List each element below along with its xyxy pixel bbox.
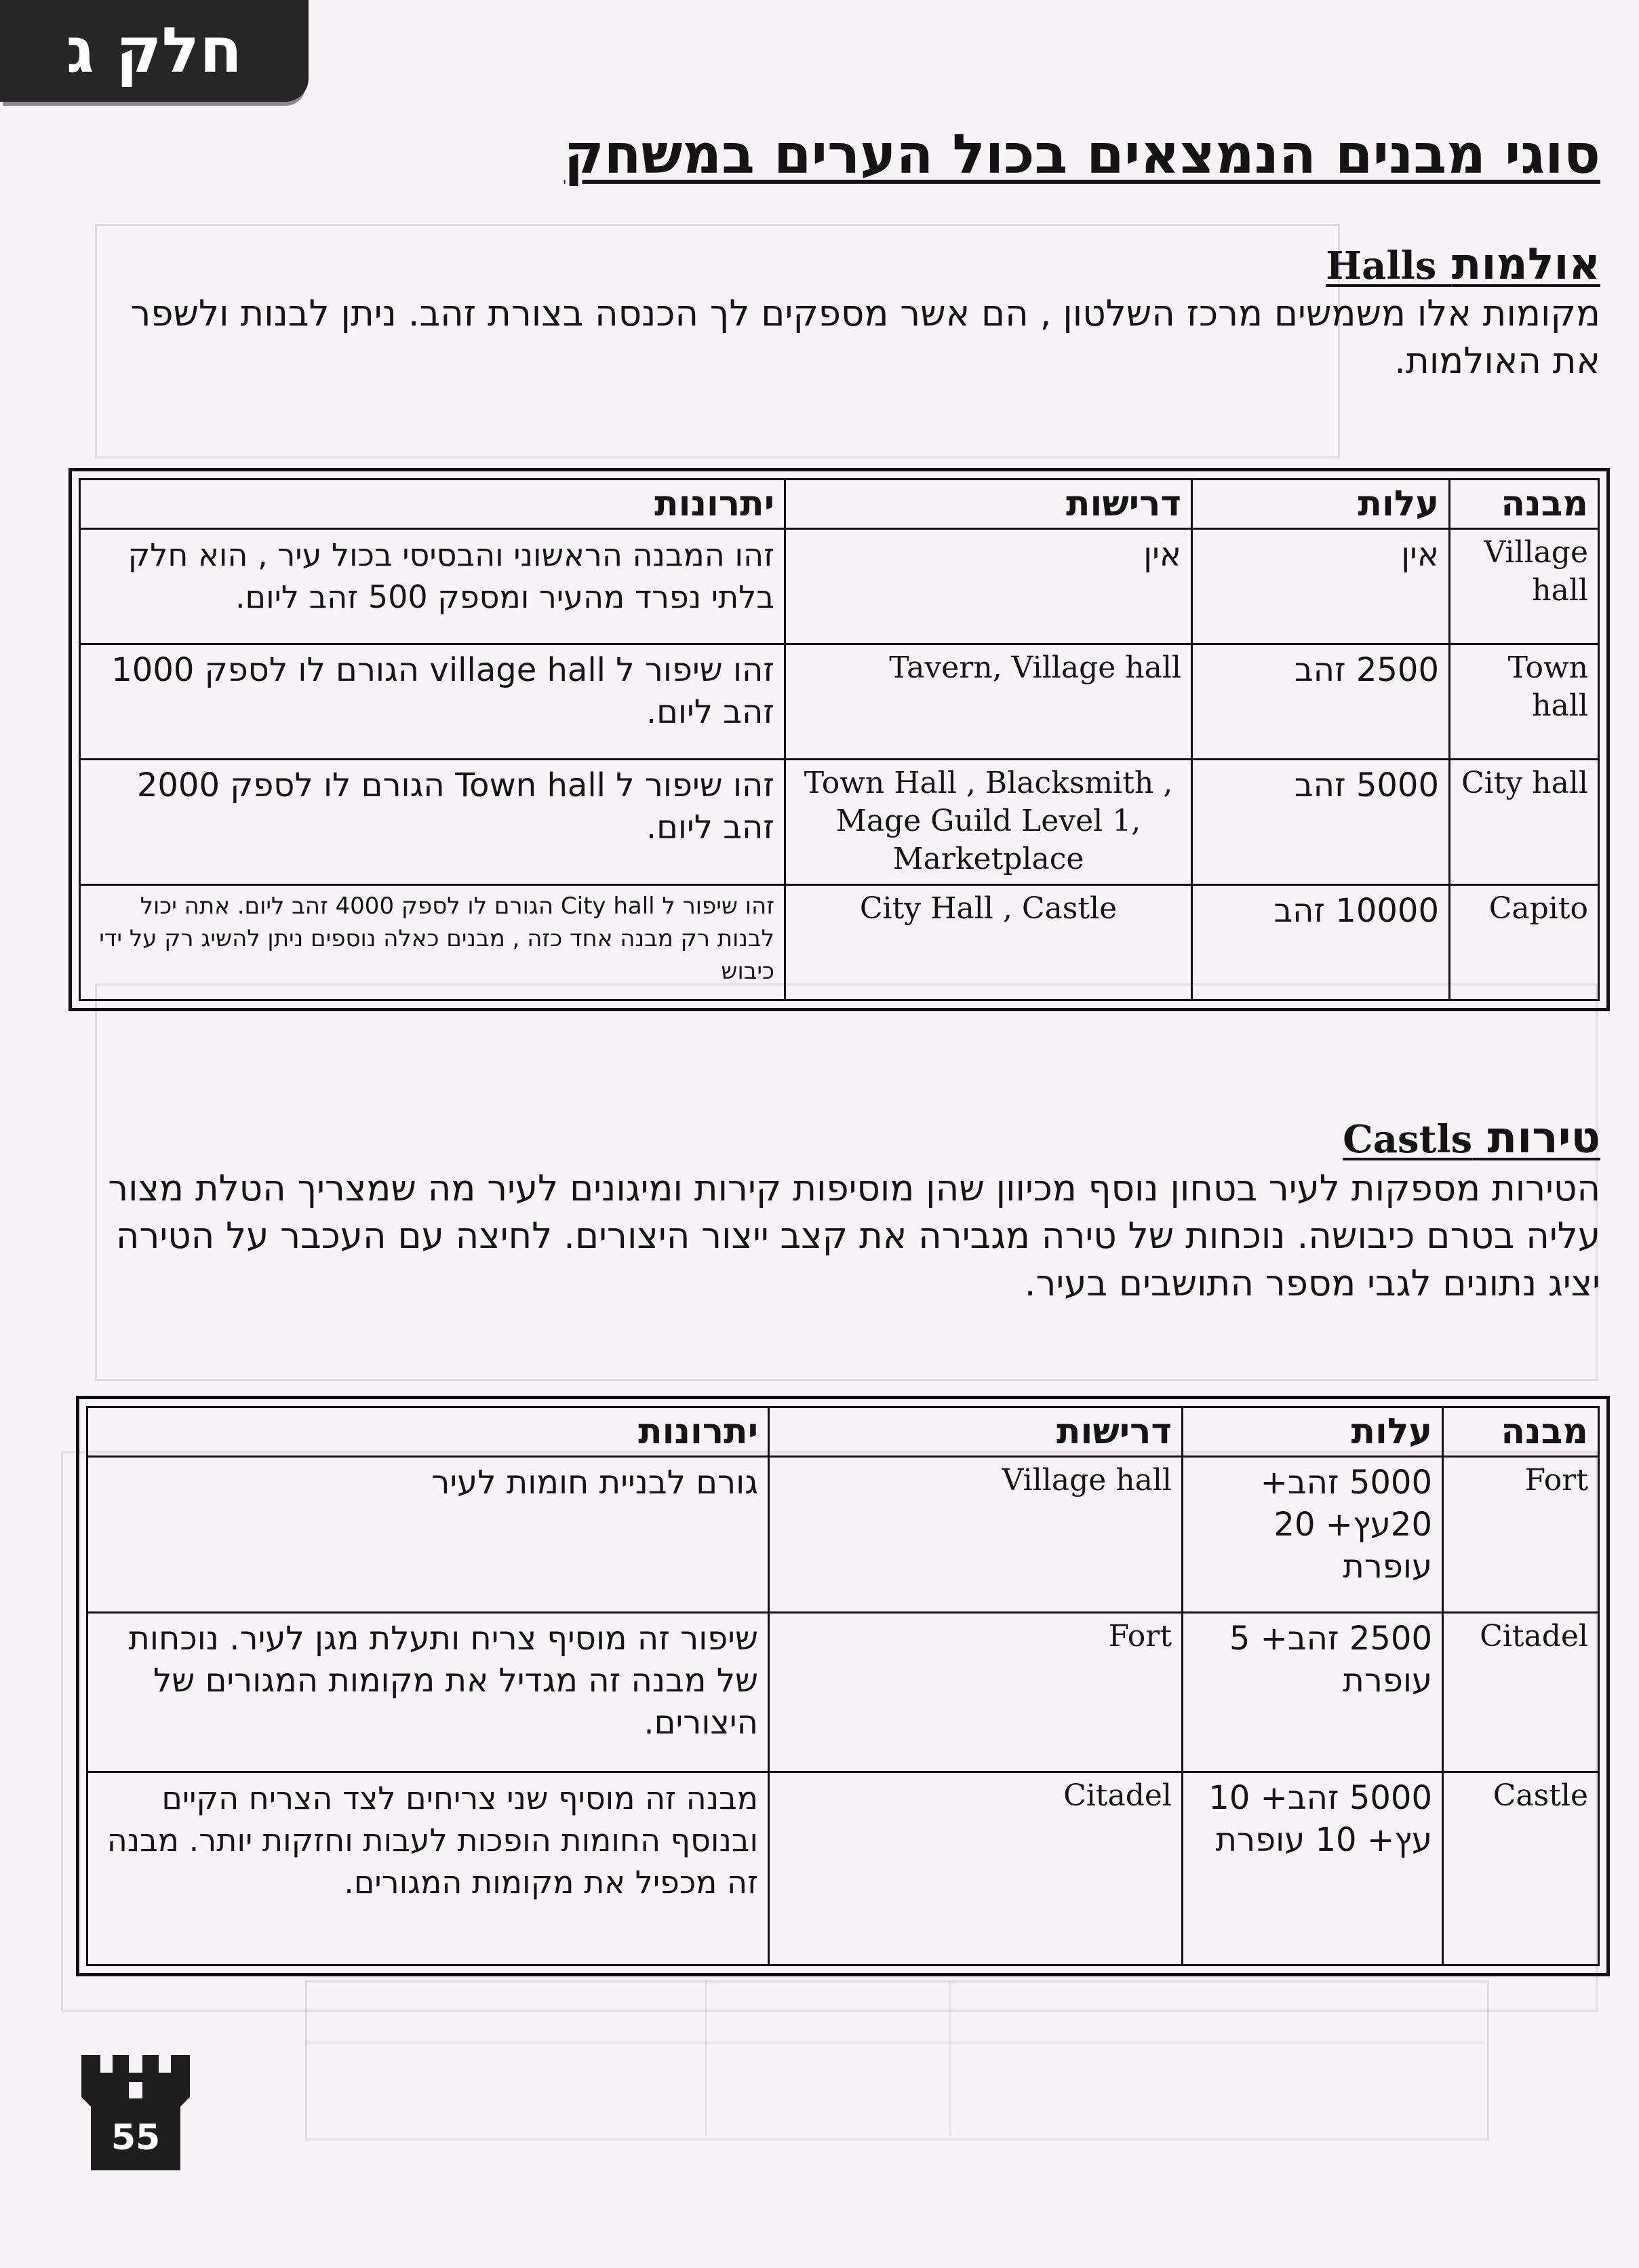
building-cell: Citadel <box>1443 1613 1599 1772</box>
building-cell: Village hall <box>1450 529 1599 644</box>
requirements-cell: Citadel <box>769 1772 1183 1966</box>
castles-table <box>86 1406 1600 1966</box>
cost-cell: 10000 זהב <box>1192 885 1450 1000</box>
table-row <box>87 1772 1599 1966</box>
halls-table <box>79 478 1600 1001</box>
benefits-cell: מבנה זה מוסיף שני צריחים לצד הצריח הקיים ובנוסף החומות הופכות לעבות וחזקות יותר. מבנה זה מכפיל את מקומות המגורים. <box>87 1772 769 1966</box>
table-row <box>87 1613 1599 1772</box>
bleed-through-line <box>305 2041 1485 2044</box>
benefits-cell: גורם לבניית חומות לעיר <box>87 1457 769 1613</box>
column-header-requirements: דרישות <box>785 480 1192 529</box>
page-number-badge <box>81 2055 190 2170</box>
castles-heading <box>1085 1111 1600 1167</box>
cost-cell: 5000 זהב+ 10 עץ+ 10 עופרת <box>1183 1772 1443 1966</box>
table-row <box>87 1457 1599 1613</box>
cost-cell: 2500 זהב <box>1192 644 1450 760</box>
castles-description: הטירות מספקות לעיר בטחון נוסף מכיוון שהן מוסיפות קירות ומיגונים לעיר מה שמצריך הטלת מצור עליה בטרם כיבושה. נוכחות של טירה מגבירה את קצב ייצור היצורים. לחיצה עם העכבר על הטירה יציג נתונים לגבי מספר התושבים בעיר. <box>108 1168 1600 1304</box>
requirements-cell: City Hall , Castle <box>785 885 1192 1000</box>
benefits-cell: זהו שיפור ל village hall הגורם לו לספק 1000 זהב ליום. <box>80 644 785 760</box>
halls-heading <box>1085 237 1600 293</box>
requirements-cell: Fort <box>769 1613 1183 1772</box>
requirements-cell: Town Hall , Blacksmith , Mage Guild Level 1, Marketplace <box>785 760 1192 885</box>
page-title: סוגי מבנים הנמצאים בכול הערים במשחק <box>564 123 1600 186</box>
cost-cell: 2500 זהב+ 5 עופרת <box>1183 1613 1443 1772</box>
halls-heading-hebrew: אולמות <box>1451 239 1600 290</box>
table-row <box>80 760 1599 885</box>
cost-cell: 5000 זהב+ 20עץ+ 20 עופרת <box>1183 1457 1443 1613</box>
table-row <box>80 644 1599 760</box>
page-number: 55 <box>111 2117 161 2158</box>
bleed-through-table-4 <box>305 1980 1489 2140</box>
part-tab-label: חלק ג <box>66 14 243 87</box>
column-header-building: מבנה <box>1443 1407 1599 1457</box>
table-header-row <box>87 1407 1599 1457</box>
requirements-cell: Tavern, Village hall <box>785 644 1192 760</box>
building-cell: Castle <box>1443 1772 1599 1966</box>
cost-cell: 5000 זהב <box>1192 760 1450 885</box>
table-row <box>80 529 1599 644</box>
table-header-row <box>80 480 1599 529</box>
benefits-cell: זהו המבנה הראשוני והבסיסי בכול עיר , הוא חלק בלתי נפרד מהעיר ומספק 500 זהב ליום. <box>80 529 785 644</box>
building-cell: Fort <box>1443 1457 1599 1613</box>
benefits-cell: זהו שיפור ל City hall הגורם לו לספק 4000 זהב ליום. אתה יכול לבנות רק מבנה אחד כזה , מבנים כאלה נוספים ניתן להשיג רק על ידי כיבוש <box>80 885 785 1000</box>
building-cell: City hall <box>1450 760 1599 885</box>
column-header-building: מבנה <box>1450 480 1599 529</box>
requirements-cell: אין <box>785 529 1192 644</box>
bleed-through-line <box>705 1980 707 2136</box>
column-header-requirements: דרישות <box>769 1407 1183 1457</box>
column-header-benefits: יתרונות <box>87 1407 769 1457</box>
table-row <box>80 885 1599 1000</box>
column-header-cost: עלות <box>1192 480 1450 529</box>
castles-heading-english: Castls <box>1343 1117 1473 1162</box>
castles-heading-hebrew: טירות <box>1487 1113 1600 1163</box>
requirements-cell: Village hall <box>769 1457 1183 1613</box>
building-cell: Town hall <box>1450 644 1599 760</box>
cost-cell: אין <box>1192 529 1450 644</box>
halls-description: מקומות אלו משמשים מרכז השלטון , הם אשר מספקים לך הכנסה בצורת זהב. ניתן לבנות ולשפר את האולמות. <box>130 293 1600 382</box>
halls-heading-english: Halls <box>1326 243 1437 288</box>
building-cell: Capito <box>1450 885 1599 1000</box>
bleed-through-line <box>949 1980 951 2136</box>
column-header-cost: עלות <box>1183 1407 1443 1457</box>
benefits-cell: שיפור זה מוסיף צריח ותעלת מגן לעיר. נוכחות של מבנה זה מגדיל את מקומות המגורים של היצורים. <box>87 1613 769 1772</box>
benefits-cell: זהו שיפור ל Town hall הגורם לו לספק 2000 זהב ליום. <box>80 760 785 885</box>
column-header-benefits: יתרונות <box>80 480 785 529</box>
